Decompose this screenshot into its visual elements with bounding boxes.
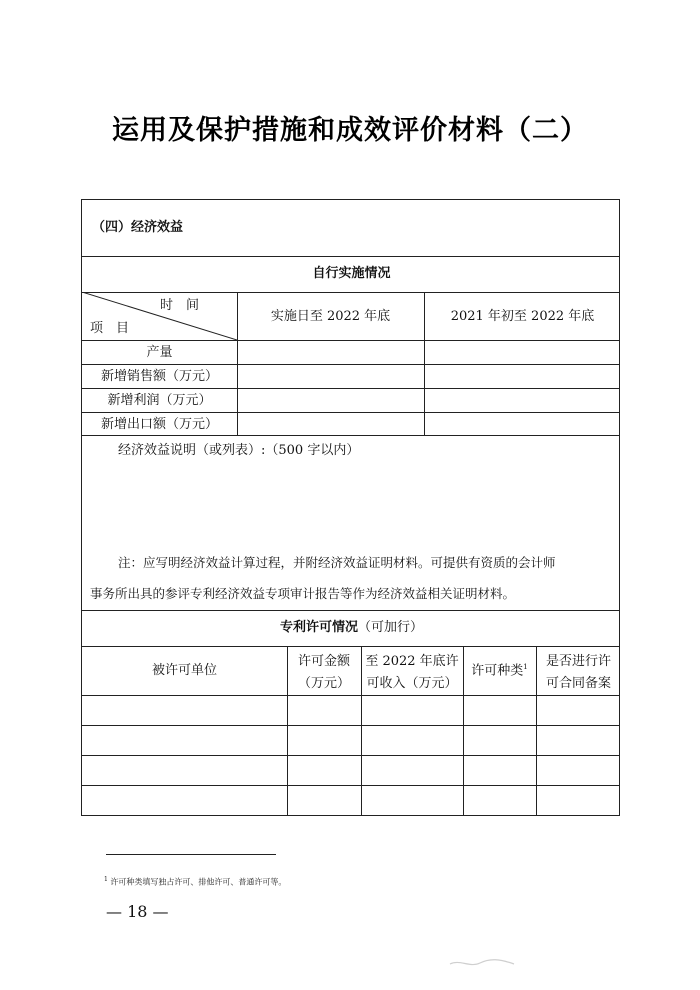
footnote-text: 许可种类填写独占许可、排他许可、普通许可等。	[110, 877, 287, 887]
column-divider	[287, 646, 288, 816]
column-header-license-type	[463, 664, 536, 677]
row-divider	[82, 695, 619, 696]
row-divider	[82, 340, 619, 341]
row-divider	[82, 435, 619, 436]
row-divider	[82, 610, 619, 611]
row-label-new-profit: 新增利润（万元）	[107, 393, 212, 408]
row-divider	[82, 412, 619, 413]
license-heading-title: 专利许可情况	[279, 620, 358, 635]
document-title: 运用及保护措施和成效评价材料（二）	[112, 115, 588, 146]
row-divider	[82, 364, 619, 365]
footnote-rule	[106, 854, 276, 855]
row-label-output: 产量	[146, 345, 173, 360]
license-type-label: 许可种类	[471, 663, 524, 679]
note-line-1: 注：应写明经济效益计算过程，并附经济效益证明材料。可提供有资质的会计师	[118, 555, 556, 570]
license-heading	[82, 621, 621, 634]
footnote-reference: 1	[523, 663, 528, 671]
column-header-2021-2022: 2021 年初至 2022 年底	[450, 309, 595, 324]
row-divider	[82, 256, 619, 257]
section-heading: （四）经济效益	[92, 220, 184, 235]
page-number: — 18 —	[106, 902, 169, 921]
row-divider	[82, 646, 619, 647]
footnote-mark: 1	[104, 876, 108, 883]
row-label-new-export: 新增出口额（万元）	[100, 417, 218, 432]
column-header-record-line2: 可合同备案	[545, 676, 611, 691]
column-header-licensee: 被许可单位	[151, 663, 217, 678]
self-implementation-heading: 自行实施情况	[312, 266, 391, 281]
row-divider	[82, 388, 619, 389]
license-heading-suffix: （可加行）	[358, 620, 424, 635]
header-corner-item: 项 目	[90, 321, 130, 336]
column-header-income-line1: 至 2022 年底许	[365, 654, 459, 669]
column-header-since-implementation: 实施日至 2022 年底	[270, 309, 391, 324]
row-divider	[82, 725, 619, 726]
column-divider	[361, 646, 362, 816]
scan-mark	[448, 955, 518, 971]
column-header-amount-line1: 许可金额	[297, 654, 350, 669]
row-divider	[82, 755, 619, 756]
column-header-income-line2: 可收入（万元）	[366, 676, 458, 691]
footnote	[104, 876, 286, 888]
header-corner-time: 时 间	[160, 298, 200, 313]
column-divider	[536, 646, 537, 816]
evaluation-form-table	[81, 199, 620, 816]
economic-benefit-explanation-prompt: 经济效益说明（或列表）:（500 字以内）	[118, 443, 360, 458]
row-divider	[82, 785, 619, 786]
column-header-amount-line2: （万元）	[297, 676, 350, 691]
column-header-record-line1: 是否进行许	[545, 654, 611, 669]
row-label-new-sales: 新增销售额（万元）	[100, 369, 218, 384]
note-line-2: 事务所出具的参评专利经济效益专项审计报告等作为经济效益相关证明材料。	[90, 586, 516, 601]
